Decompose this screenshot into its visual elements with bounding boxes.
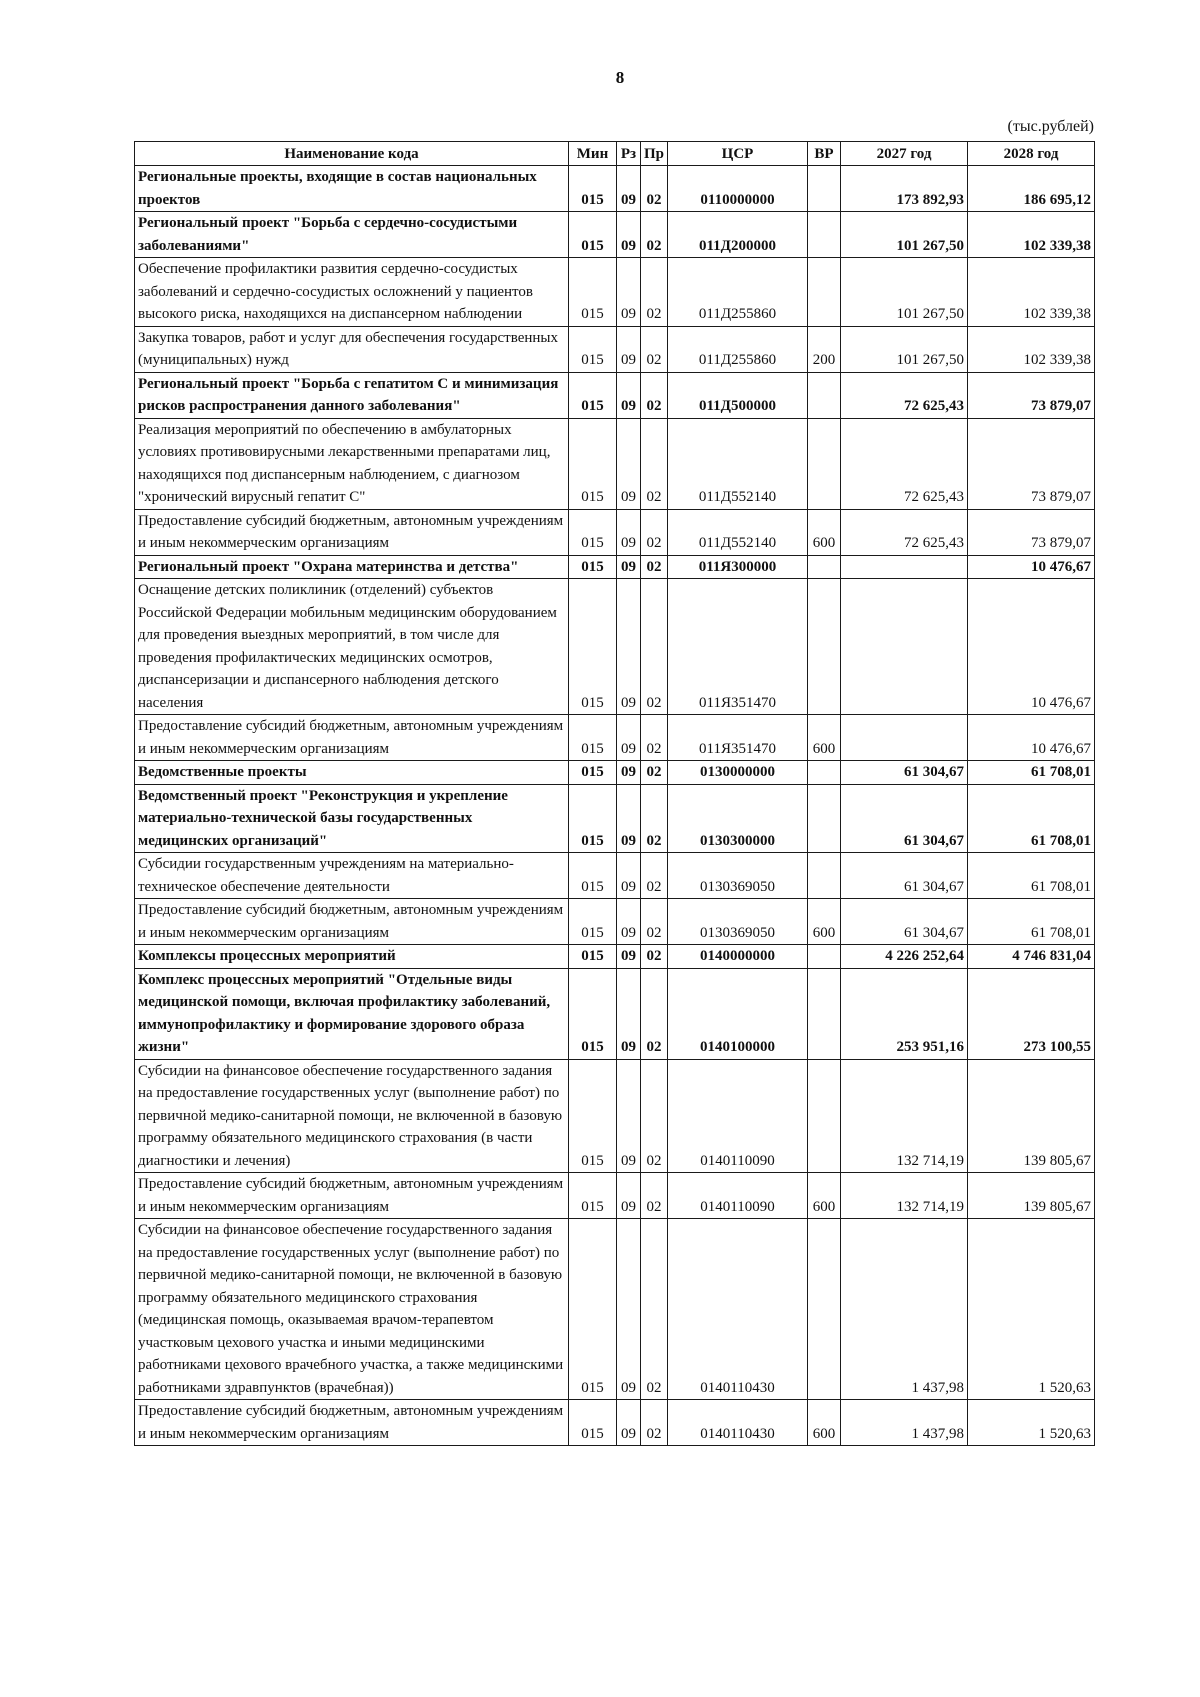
cell-name: Региональный проект "Охрана материнства и детства" [135,555,569,579]
cell-rz: 09 [617,899,641,945]
header-vr: ВР [808,142,841,166]
table-header [135,142,1095,166]
cell-y2027: 132 714,19 [841,1059,968,1173]
cell-vr: 600 [808,1400,841,1446]
cell-pr: 02 [641,715,668,761]
cell-y2027: 72 625,43 [841,509,968,555]
cell-rz: 09 [617,1400,641,1446]
header-csr: ЦСР [668,142,808,166]
table-row [135,784,1095,853]
table-row [135,853,1095,899]
header-2027: 2027 год [841,142,968,166]
cell-y2027: 61 304,67 [841,761,968,785]
cell-rz: 09 [617,1059,641,1173]
table-row [135,715,1095,761]
cell-name: Предоставление субсидий бюджетным, автономным учреждениям и иным некоммерческим организациям [135,509,569,555]
cell-rz: 09 [617,509,641,555]
table-row [135,761,1095,785]
cell-y2027: 101 267,50 [841,258,968,327]
table-row [135,418,1095,509]
cell-rz: 09 [617,1219,641,1400]
cell-csr: 0140110430 [668,1400,808,1446]
cell-pr: 02 [641,784,668,853]
cell-y2027: 72 625,43 [841,372,968,418]
page-number: 8 [615,68,625,87]
cell-pr: 02 [641,326,668,372]
cell-y2027: 253 951,16 [841,968,968,1059]
cell-csr: 0140110090 [668,1173,808,1219]
cell-min: 015 [569,509,617,555]
cell-vr: 200 [808,326,841,372]
cell-y2028: 139 805,67 [968,1173,1095,1219]
cell-pr: 02 [641,853,668,899]
header-pr: Пр [641,142,668,166]
cell-csr: 0130369050 [668,853,808,899]
cell-csr: 011Д552140 [668,509,808,555]
header-rz: Рз [617,142,641,166]
table-row [135,968,1095,1059]
cell-csr: 011Д552140 [668,418,808,509]
table-row [135,166,1095,212]
cell-y2027: 173 892,93 [841,166,968,212]
cell-y2028: 73 879,07 [968,372,1095,418]
cell-pr: 02 [641,1400,668,1446]
cell-y2027: 1 437,98 [841,1400,968,1446]
cell-pr: 02 [641,418,668,509]
table-body [135,166,1095,1446]
unit-note: (тыс.рублей) [1007,118,1094,135]
cell-rz: 09 [617,166,641,212]
cell-rz: 09 [617,715,641,761]
cell-y2027: 101 267,50 [841,212,968,258]
cell-vr [808,784,841,853]
cell-y2027: 61 304,67 [841,784,968,853]
table-row [135,579,1095,715]
cell-pr: 02 [641,899,668,945]
cell-vr: 600 [808,715,841,761]
cell-csr: 0140110430 [668,1219,808,1400]
table-row [135,899,1095,945]
cell-csr: 0140110090 [668,1059,808,1173]
cell-rz: 09 [617,1173,641,1219]
cell-name: Региональные проекты, входящие в состав национальных проектов [135,166,569,212]
cell-rz: 09 [617,372,641,418]
cell-vr [808,579,841,715]
cell-y2027: 101 267,50 [841,326,968,372]
cell-min: 015 [569,555,617,579]
cell-name: Предоставление субсидий бюджетным, автономным учреждениям и иным некоммерческим организациям [135,715,569,761]
cell-y2028: 1 520,63 [968,1400,1095,1446]
cell-rz: 09 [617,555,641,579]
cell-csr: 011Д500000 [668,372,808,418]
cell-y2028: 1 520,63 [968,1219,1095,1400]
cell-vr [808,258,841,327]
cell-csr: 011Я300000 [668,555,808,579]
cell-min: 015 [569,1219,617,1400]
cell-y2028: 73 879,07 [968,418,1095,509]
cell-vr [808,212,841,258]
cell-rz: 09 [617,853,641,899]
cell-min: 015 [569,853,617,899]
cell-min: 015 [569,258,617,327]
cell-rz: 09 [617,968,641,1059]
cell-name: Реализация мероприятий по обеспечению в амбулаторных условиях противовирусными лекарственными препаратами лиц, находящихся под диспансерным наблюдением, с диагнозом "хронический вирусный гепатит С" [135,418,569,509]
cell-name: Ведомственные проекты [135,761,569,785]
table-row [135,326,1095,372]
cell-min: 015 [569,715,617,761]
header-row [135,142,1095,166]
cell-min: 015 [569,372,617,418]
table-row [135,555,1095,579]
cell-y2027: 61 304,67 [841,899,968,945]
cell-vr [808,372,841,418]
header-min: Мин [569,142,617,166]
cell-name: Субсидии на финансовое обеспечение государственного задания на предоставление государственных услуг (выполнение работ) по первичной медико-санитарной помощи, не включенной в базовую программу обязательного медицинского страхования (в части диагностики и лечения) [135,1059,569,1173]
cell-vr [808,968,841,1059]
cell-min: 015 [569,326,617,372]
table-row [135,212,1095,258]
cell-y2027: 61 304,67 [841,853,968,899]
cell-csr: 0130000000 [668,761,808,785]
cell-y2028: 61 708,01 [968,853,1095,899]
cell-pr: 02 [641,968,668,1059]
cell-csr: 0140100000 [668,968,808,1059]
cell-vr [808,1059,841,1173]
cell-name: Региональный проект "Борьба с гепатитом С и минимизация рисков распространения данного заболевания" [135,372,569,418]
cell-pr: 02 [641,509,668,555]
cell-name: Ведомственный проект "Реконструкция и укрепление материально-технической базы государственных медицинских организаций" [135,784,569,853]
cell-pr: 02 [641,1219,668,1400]
cell-csr: 011Я351470 [668,579,808,715]
cell-y2028: 61 708,01 [968,899,1095,945]
cell-y2027 [841,715,968,761]
table-row [135,1059,1095,1173]
table-row [135,1219,1095,1400]
cell-pr: 02 [641,372,668,418]
cell-vr: 600 [808,509,841,555]
cell-y2028: 10 476,67 [968,579,1095,715]
cell-name: Региональный проект "Борьба с сердечно-сосудистыми заболеваниями" [135,212,569,258]
cell-y2028: 61 708,01 [968,784,1095,853]
cell-rz: 09 [617,326,641,372]
cell-pr: 02 [641,579,668,715]
cell-name: Комплексы процессных мероприятий [135,945,569,969]
cell-rz: 09 [617,212,641,258]
cell-y2028: 139 805,67 [968,1059,1095,1173]
cell-vr: 600 [808,899,841,945]
cell-csr: 011Д200000 [668,212,808,258]
cell-pr: 02 [641,212,668,258]
table-row [135,258,1095,327]
cell-name: Предоставление субсидий бюджетным, автономным учреждениям и иным некоммерческим организациям [135,899,569,945]
cell-y2027 [841,579,968,715]
cell-csr: 0110000000 [668,166,808,212]
cell-min: 015 [569,1400,617,1446]
cell-min: 015 [569,1059,617,1173]
table-row [135,509,1095,555]
budget-table [134,141,1095,1446]
cell-pr: 02 [641,1059,668,1173]
cell-name: Предоставление субсидий бюджетным, автономным учреждениям и иным некоммерческим организациям [135,1173,569,1219]
header-name: Наименование кода [135,142,569,166]
cell-csr: 011Я351470 [668,715,808,761]
cell-pr: 02 [641,166,668,212]
header-2028: 2028 год [968,142,1095,166]
cell-name: Комплекс процессных мероприятий "Отдельные виды медицинской помощи, включая профилактику заболеваний, иммунопрофилактику и формирование здорового образа жизни" [135,968,569,1059]
cell-rz: 09 [617,258,641,327]
cell-csr: 011Д255860 [668,258,808,327]
cell-min: 015 [569,945,617,969]
cell-name: Обеспечение профилактики развития сердечно-сосудистых заболеваний и сердечно-сосудистых осложнений у пациентов высокого риска, находящихся на диспансерном наблюдении [135,258,569,327]
cell-rz: 09 [617,418,641,509]
cell-y2027: 4 226 252,64 [841,945,968,969]
cell-name: Субсидии государственным учреждениям на материально-техническое обеспечение деятельности [135,853,569,899]
cell-name: Предоставление субсидий бюджетным, автономным учреждениям и иным некоммерческим организациям [135,1400,569,1446]
cell-vr [808,945,841,969]
cell-csr: 0140000000 [668,945,808,969]
cell-csr: 0130369050 [668,899,808,945]
cell-rz: 09 [617,579,641,715]
cell-y2028: 73 879,07 [968,509,1095,555]
table-row [135,1173,1095,1219]
cell-y2027: 132 714,19 [841,1173,968,1219]
cell-y2028: 273 100,55 [968,968,1095,1059]
cell-y2028: 10 476,67 [968,715,1095,761]
cell-min: 015 [569,784,617,853]
cell-y2028: 102 339,38 [968,326,1095,372]
cell-y2028: 102 339,38 [968,212,1095,258]
cell-vr [808,761,841,785]
cell-min: 015 [569,418,617,509]
cell-vr [808,1219,841,1400]
cell-min: 015 [569,1173,617,1219]
cell-y2028: 102 339,38 [968,258,1095,327]
cell-y2028: 61 708,01 [968,761,1095,785]
cell-min: 015 [569,761,617,785]
cell-vr [808,418,841,509]
cell-pr: 02 [641,555,668,579]
cell-vr [808,555,841,579]
cell-min: 015 [569,212,617,258]
table-row [135,945,1095,969]
cell-pr: 02 [641,258,668,327]
cell-min: 015 [569,579,617,715]
cell-min: 015 [569,899,617,945]
table-row [135,372,1095,418]
cell-min: 015 [569,968,617,1059]
cell-name: Оснащение детских поликлиник (отделений) субъектов Российской Федерации мобильным медицинским оборудованием для проведения выездных мероприятий, в том числе для проведения профилактических медицинских осмотров, диспансеризации и диспансерного наблюдения детского населения [135,579,569,715]
cell-rz: 09 [617,784,641,853]
cell-y2027: 72 625,43 [841,418,968,509]
cell-rz: 09 [617,945,641,969]
cell-y2027: 1 437,98 [841,1219,968,1400]
cell-y2028: 4 746 831,04 [968,945,1095,969]
cell-vr [808,853,841,899]
cell-y2027 [841,555,968,579]
cell-pr: 02 [641,761,668,785]
cell-pr: 02 [641,1173,668,1219]
cell-y2028: 10 476,67 [968,555,1095,579]
cell-vr [808,166,841,212]
cell-csr: 0130300000 [668,784,808,853]
cell-csr: 011Д255860 [668,326,808,372]
cell-vr: 600 [808,1173,841,1219]
table-row [135,1400,1095,1446]
cell-pr: 02 [641,945,668,969]
cell-name: Субсидии на финансовое обеспечение государственного задания на предоставление государственных услуг (выполнение работ) по первичной медико-санитарной помощи, не включенной в базовую программу обязательного медицинского страхования (медицинская помощь, оказываемая врачом-терапевтом участковым цехового участка и иными медицинскими работниками цехового врачебного участка, а также медицинскими работниками здравпунктов (врачебная)) [135,1219,569,1400]
cell-name: Закупка товаров, работ и услуг для обеспечения государственных (муниципальных) нужд [135,326,569,372]
cell-y2028: 186 695,12 [968,166,1095,212]
cell-min: 015 [569,166,617,212]
cell-rz: 09 [617,761,641,785]
